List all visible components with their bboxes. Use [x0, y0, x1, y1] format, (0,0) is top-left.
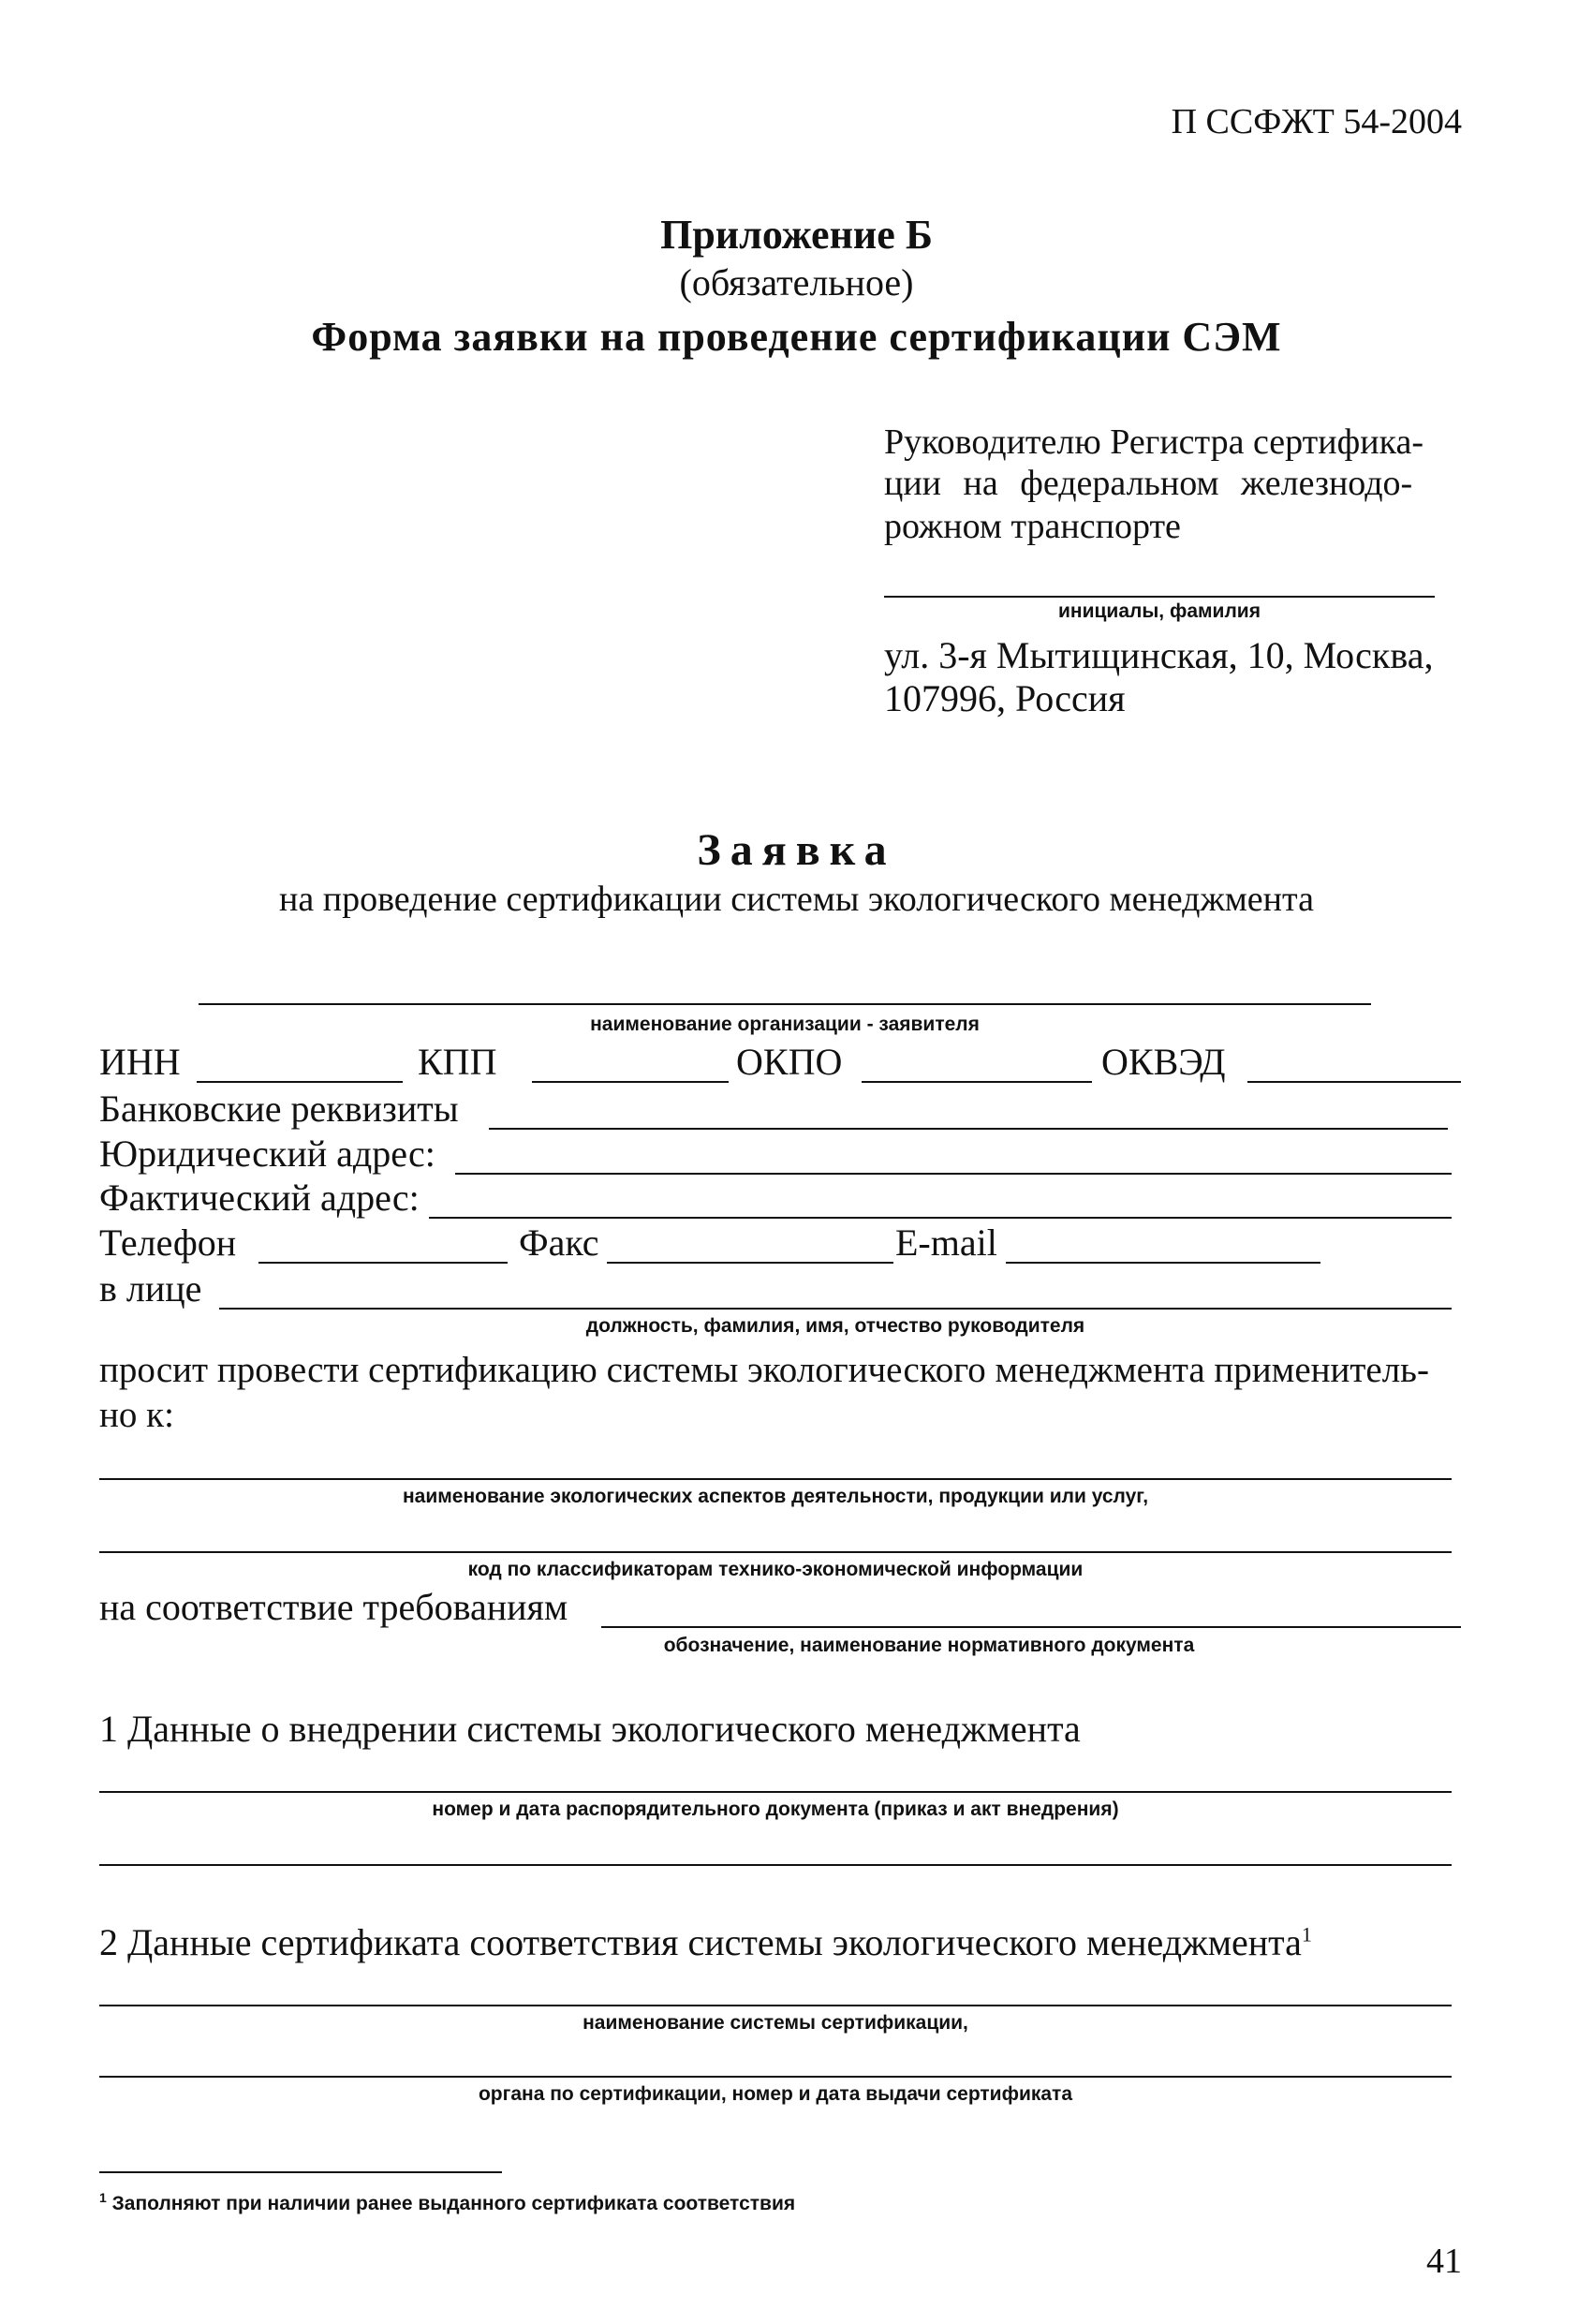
email-label: E-mail [895, 1221, 997, 1264]
addressee-signature-caption: инициалы, фамилия [1058, 600, 1261, 622]
email-field[interactable] [1006, 1262, 1320, 1264]
section-1-field-1[interactable] [99, 1791, 1452, 1793]
addressee-line-2: ции на федеральном железнодо- [884, 464, 1413, 503]
actual-address-field[interactable] [429, 1217, 1452, 1219]
footnote [99, 2190, 795, 2215]
application-title: Заявка [697, 825, 896, 875]
okved-field[interactable] [1247, 1081, 1461, 1083]
normative-document-field[interactable] [601, 1626, 1461, 1628]
addressee-line-1: Руководителю Регистра сертифика- [884, 422, 1423, 462]
organization-name-caption: наименование организации - заявителя [590, 1014, 980, 1035]
bank-details-label: Банковские реквизиты [99, 1088, 459, 1130]
section-1-field-2[interactable] [99, 1864, 1452, 1866]
inn-field[interactable] [197, 1081, 403, 1083]
page-number: 41 [1426, 2242, 1462, 2281]
footnote-reference: 1 [1301, 1922, 1312, 1947]
kpp-label: КПП [418, 1041, 497, 1083]
normative-document-caption: обозначение, наименование нормативного документа [663, 1635, 1195, 1656]
section-2-title: 2 Данные сертификата соответствия системы экологического менеджмента$^1$ [99, 1921, 1312, 1963]
application-subtitle: на проведение сертификации системы экологического менеджмента [279, 880, 1314, 919]
document-code: П ССФЖТ 54-2004 [1171, 102, 1462, 141]
request-text-line-2: но к: [99, 1395, 174, 1435]
ecological-aspects-field[interactable] [99, 1478, 1452, 1480]
addressee-address-2: 107996, Россия [884, 677, 1126, 719]
addressee-address-1: ул. 3-я Мытищинская, 10, Москва, [884, 634, 1434, 676]
phone-label: Телефон [99, 1221, 237, 1264]
compliance-label: на соответствие требованиям [99, 1586, 568, 1628]
footnote-divider [99, 2171, 502, 2173]
footnote-text: Заполняют при наличии ранее выданного сертификата соответствия [111, 2193, 796, 2214]
classifier-code-field[interactable] [99, 1551, 1452, 1553]
person-field[interactable] [219, 1308, 1452, 1310]
section-1-caption: номер и дата распорядительного документа (приказ и акт внедрения) [432, 1799, 1119, 1820]
fax-label: Факс [519, 1221, 599, 1264]
section-1-title: 1 Данные о внедрении системы экологического менеджмента [99, 1708, 1081, 1750]
appendix-status: (обязательное) [679, 261, 914, 303]
okpo-label: ОКПО [736, 1041, 843, 1083]
ecological-aspects-caption: наименование экологических аспектов деятельности, продукции или услуг, [402, 1486, 1149, 1507]
person-caption: должность, фамилия, имя, отчество руководителя [585, 1315, 1085, 1337]
addressee-signature-line[interactable] [884, 596, 1435, 598]
appendix-title: Приложение Б [660, 212, 933, 258]
request-text-line-1: просит провести сертификацию системы экологического менеджмента применитель- [99, 1350, 1429, 1390]
fax-field[interactable] [607, 1262, 893, 1264]
okpo-field[interactable] [862, 1081, 1092, 1083]
section-2-caption-1: наименование системы сертификации, [583, 2012, 968, 2034]
phone-field[interactable] [258, 1262, 508, 1264]
person-label: в лице [99, 1267, 202, 1310]
kpp-field[interactable] [532, 1081, 729, 1083]
okved-label: ОКВЭД [1101, 1041, 1226, 1083]
section-2-caption-2: органа по сертификации, номер и дата выдачи сертификата [478, 2083, 1073, 2105]
inn-label: ИНН [99, 1041, 181, 1083]
bank-details-field[interactable] [489, 1128, 1448, 1130]
legal-address-label: Юридический адрес: [99, 1132, 435, 1175]
form-title: Форма заявки на проведение сертификации СЭМ [311, 314, 1282, 360]
footnote-mark: 1 [99, 2190, 107, 2205]
classifier-code-caption: код по классификаторам технико-экономической информации [467, 1559, 1084, 1580]
organization-name-line[interactable] [199, 1003, 1371, 1005]
section-2-field-1[interactable] [99, 2005, 1452, 2006]
section-2-field-2[interactable] [99, 2076, 1452, 2078]
actual-address-label: Фактический адрес: [99, 1177, 420, 1219]
legal-address-field[interactable] [455, 1173, 1452, 1175]
addressee-line-3: рожном транспорте [884, 507, 1181, 546]
